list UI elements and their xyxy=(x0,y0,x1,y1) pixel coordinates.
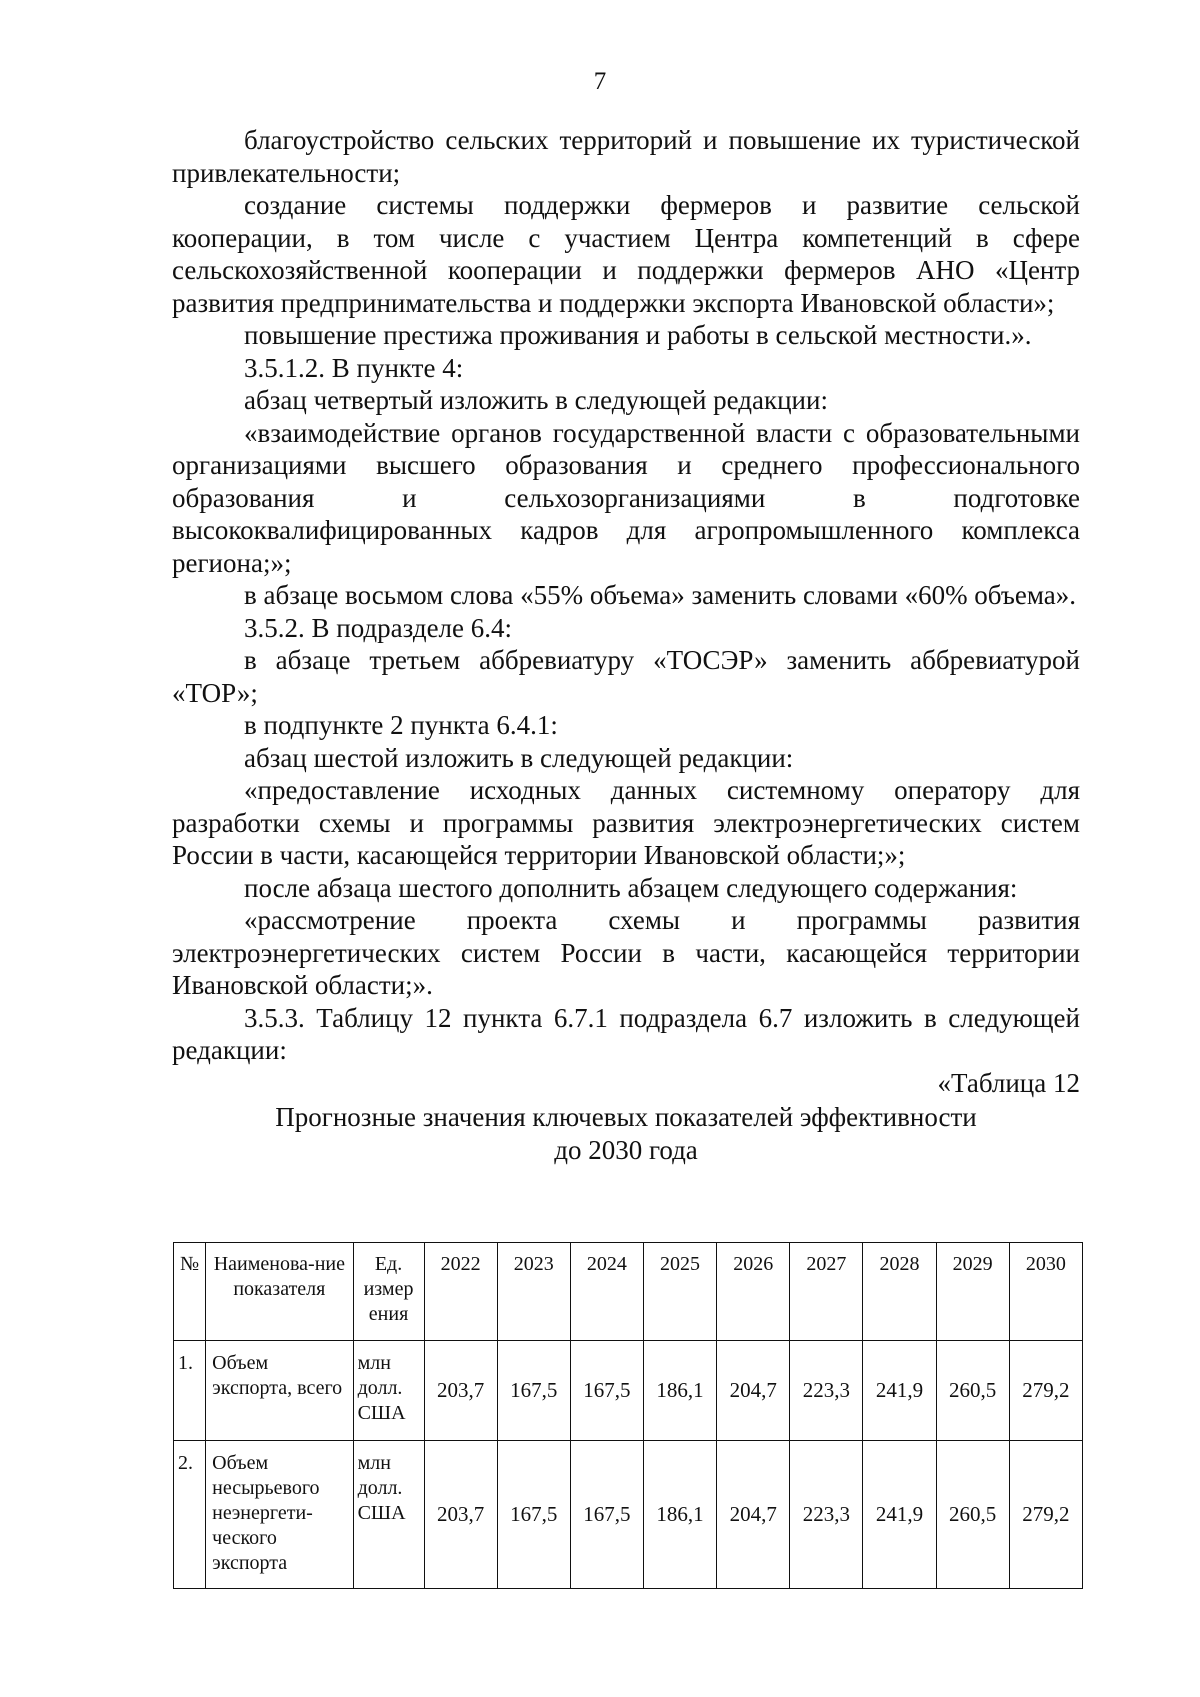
page-number: 7 xyxy=(593,68,607,95)
row-name: Объем несырьевого неэнергети-ческого экспорта xyxy=(206,1441,353,1589)
paragraph: 3.5.3. Таблицу 12 пункта 6.7.1 подраздела 6.7 изложить в следующей редакции: xyxy=(172,1002,1080,1065)
header-year: 2028 xyxy=(863,1243,936,1341)
row-num: 2. xyxy=(174,1441,206,1589)
document-body xyxy=(172,124,1080,1166)
row-value: 279,2 xyxy=(1009,1441,1082,1589)
row-value: 223,3 xyxy=(790,1341,863,1441)
row-value: 167,5 xyxy=(570,1441,643,1589)
row-name: Объем экспорта, всего xyxy=(206,1341,353,1441)
header-year: 2025 xyxy=(643,1243,716,1341)
row-value: 204,7 xyxy=(717,1341,790,1441)
table-title xyxy=(172,1101,1080,1166)
paragraph: в подпункте 2 пункта 6.4.1: xyxy=(244,710,558,740)
paragraph: «взаимодействие органов государственной власти с образовательными организациями высшего образования и среднего профессионального образования и сельхозорганизациями в подготовке высококвалифицированных кадров для агропромышленного комплекса региона;»; xyxy=(172,417,1080,578)
row-value: 167,5 xyxy=(497,1341,570,1441)
row-value: 260,5 xyxy=(936,1341,1009,1441)
indicators-table xyxy=(173,1242,1083,1589)
paragraph: абзац шестой изложить в следующей редакции: xyxy=(244,742,794,773)
row-num: 1. xyxy=(174,1341,206,1441)
header-year: 2027 xyxy=(790,1243,863,1341)
paragraph: 3.5.1.2. В пункте 4: xyxy=(244,352,464,383)
paragraph: абзац четвертый изложить в следующей редакции: xyxy=(244,385,828,415)
header-year: 2026 xyxy=(717,1243,790,1341)
header-num: № xyxy=(174,1243,206,1341)
row-value: 223,3 xyxy=(790,1441,863,1589)
paragraph: в абзаце восьмом слова «55% объема» заменить словами «60% объема». xyxy=(244,580,1076,610)
row-value: 203,7 xyxy=(424,1341,497,1441)
paragraph: повышение престижа проживания и работы в сельской местности.». xyxy=(244,320,1032,350)
row-value: 204,7 xyxy=(717,1441,790,1589)
paragraph: создание системы поддержки фермеров и развитие сельской кооперации, в том числе с участием Центра компетенций в сфере сельскохозяйственной кооперации и поддержки фермеров АНО «Центр развития предпринимательства и поддержки экспорта Ивановской области»; xyxy=(172,190,1080,318)
row-value: 260,5 xyxy=(936,1441,1009,1589)
row-unit: млн долл. США xyxy=(353,1341,424,1441)
table-row xyxy=(174,1341,1083,1441)
header-year: 2029 xyxy=(936,1243,1009,1341)
header-year: 2022 xyxy=(424,1243,497,1341)
row-value: 167,5 xyxy=(497,1441,570,1589)
table-label: «Таблица 12 xyxy=(937,1067,1080,1098)
header-year: 2030 xyxy=(1009,1243,1082,1341)
paragraph: после абзаца шестого дополнить абзацем следующего содержания: xyxy=(244,872,1018,903)
row-value: 203,7 xyxy=(424,1441,497,1589)
row-value: 241,9 xyxy=(863,1341,936,1441)
table-title-line: Прогнозные значения ключевых показателей эффективности xyxy=(275,1102,977,1132)
paragraph: благоустройство сельских территорий и повышение их туристической привлекательности; xyxy=(172,125,1080,188)
row-unit: млн долл. США xyxy=(353,1441,424,1589)
paragraph: в абзаце третьем аббревиатуру «ТОСЭР» заменить аббревиатурой «ТОР»; xyxy=(172,645,1080,708)
header-year: 2024 xyxy=(570,1243,643,1341)
row-value: 241,9 xyxy=(863,1441,936,1589)
header-name: Наименова-ние показателя xyxy=(206,1243,353,1341)
table-header-row xyxy=(174,1243,1083,1341)
header-unit: Ед. измер ения xyxy=(353,1243,424,1341)
paragraph: «предоставление исходных данных системному оператору для разработки схемы и программы развития электроэнергетических систем России в части, касающейся территории Ивановской области;»; xyxy=(172,775,1080,870)
row-value: 186,1 xyxy=(643,1341,716,1441)
paragraph: 3.5.2. В подразделе 6.4: xyxy=(244,612,513,643)
header-year: 2023 xyxy=(497,1243,570,1341)
row-value: 167,5 xyxy=(570,1341,643,1441)
row-value: 279,2 xyxy=(1009,1341,1082,1441)
table-row xyxy=(174,1441,1083,1589)
paragraph: «рассмотрение проекта схемы и программы развития электроэнергетических систем России в части, касающейся территории Ивановской области;». xyxy=(172,905,1080,1000)
row-value: 186,1 xyxy=(643,1441,716,1589)
table-title-line: до 2030 года xyxy=(554,1134,698,1165)
